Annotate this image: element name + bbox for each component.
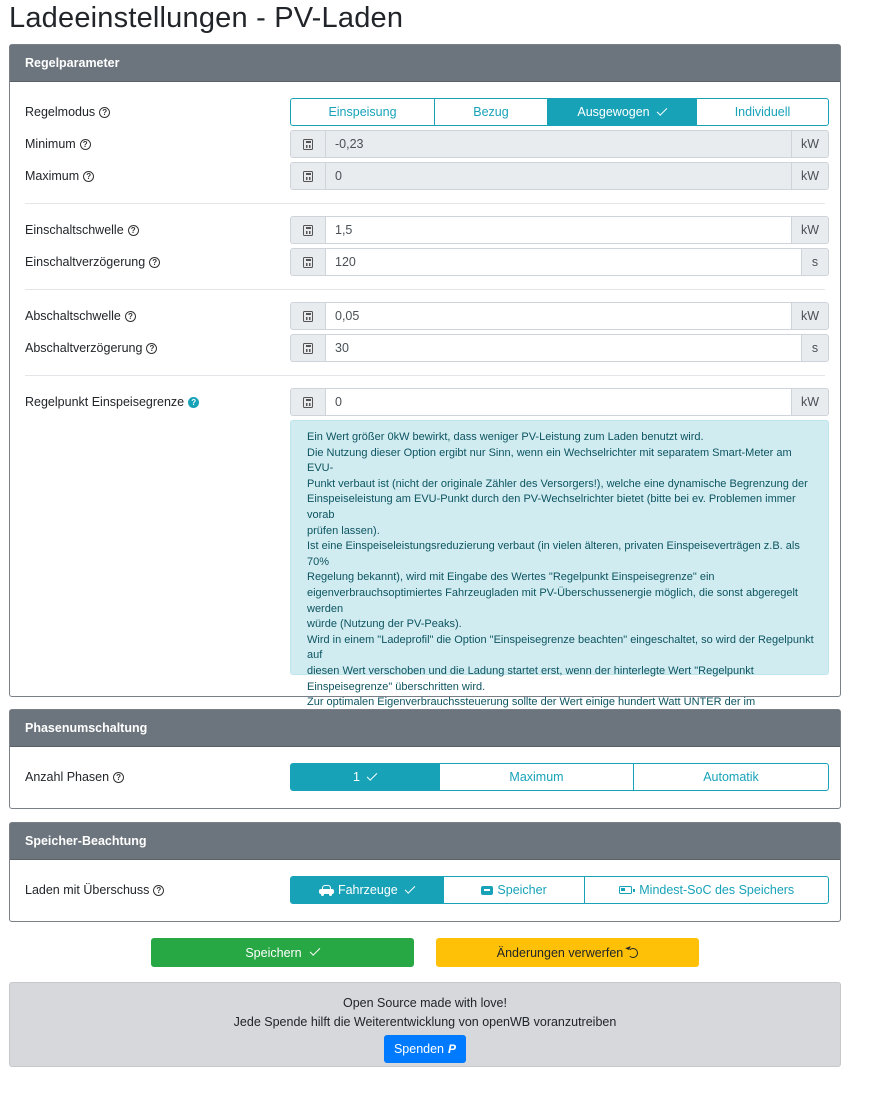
info-line: Ein Wert größer 0kW bewirkt, dass weniger PV-Leistung zum Laden benutzt wird. [307, 431, 704, 443]
footer-line2: Jede Spende hilft die Weiterentwicklung von openWB voranzutreiben [233, 1014, 617, 1029]
divider [25, 289, 825, 290]
undo-icon [628, 948, 638, 958]
maximum-input: 0 [326, 162, 792, 190]
regelmodus-ausgewogen[interactable]: Ausgewogen [547, 98, 697, 126]
abschaltschwelle-input[interactable]: 0,05 [326, 302, 792, 330]
einschaltverzoegerung-input-group [290, 248, 829, 276]
info-line: eigenverbrauchsoptimiertes Fahrzeugladen mit PV-Überschussenergie möglich, die sonst abgeregelt werden [307, 586, 798, 615]
calculator-icon [290, 334, 326, 362]
battery-icon [619, 886, 632, 894]
regelmodus-bezug[interactable]: Bezug [434, 98, 548, 126]
regelmodus-label: Regelmodus ? [25, 105, 110, 119]
speicher-group [290, 876, 829, 904]
regelpunkt-label: Regelpunkt Einspeisegrenze ? [25, 395, 199, 409]
calculator-icon [290, 216, 326, 244]
minimum-unit: kW [792, 130, 829, 158]
maximum-unit: kW [792, 162, 829, 190]
check-icon [656, 105, 667, 116]
phasen-header: Phasenumschaltung [10, 710, 840, 747]
regelmodus-einspeisung[interactable]: Einspeisung [290, 98, 435, 126]
regelpunkt-input[interactable]: 0 [326, 388, 792, 416]
phasen-group [290, 763, 829, 791]
einschaltschwelle-input[interactable]: 1,5 [326, 216, 792, 244]
help-icon[interactable]: ? [99, 107, 110, 118]
info-line: Punkt verbaut ist (nicht der originale Zähler des Versorgers!), welche eine dynamische Begrenzung der [307, 477, 808, 490]
regelmodus-group [290, 98, 829, 126]
abschaltschwelle-unit: kW [792, 302, 829, 330]
info-line: Einspeisegrenze" überschritten wird. [307, 680, 486, 693]
minimum-label: Minimum ? [25, 137, 91, 151]
info-line: Regelung bekannt), wird mit Eingabe des Wertes "Regelpunkt Einspeisegrenze" ein [307, 571, 715, 584]
check-icon [404, 883, 415, 894]
calculator-icon [290, 248, 326, 276]
page-title: Ladeeinstellungen - PV-Laden [9, 2, 404, 34]
phasen-option-maximum[interactable]: Maximum [439, 763, 634, 791]
info-line: würde (Nutzung der PV-Peaks). [307, 618, 462, 631]
help-icon[interactable]: ? [125, 311, 136, 322]
abschaltverzoegerung-input-group [290, 334, 829, 362]
info-help-icon[interactable]: ? [188, 397, 199, 408]
info-line: diesen Wert verschoben und die Ladung startet erst, wenn der hinterlegte Wert "Regelpunkt [307, 664, 754, 677]
info-line: Einspeiseleistung am EVU-Punkt durch den PV-Wechselrichter bietet (bitte bei ev. Problemen immer vorab [307, 493, 796, 521]
abschaltverzoegerung-label: Abschaltverzögerung ? [25, 341, 157, 355]
help-icon[interactable]: ? [80, 139, 91, 150]
help-icon[interactable]: ? [83, 171, 94, 182]
einschaltverzoegerung-unit: s [802, 248, 829, 276]
regelparameter-card [9, 44, 841, 709]
check-icon [309, 945, 320, 956]
speicher-card [9, 822, 841, 922]
abschaltschwelle-input-group [290, 302, 829, 330]
regelmodus-individuell[interactable]: Individuell [696, 98, 829, 126]
phasen-label: Anzahl Phasen ? [25, 770, 124, 784]
help-icon[interactable]: ? [153, 885, 164, 896]
einschaltverzoegerung-label: Einschaltverzögerung ? [25, 255, 160, 269]
car-battery-icon [481, 886, 493, 895]
abschaltverzoegerung-input[interactable]: 30 [326, 334, 802, 362]
donate-button[interactable]: Spenden P [384, 1035, 466, 1063]
speicher-option-fahrzeuge[interactable]: Fahrzeuge [290, 876, 444, 904]
einschaltschwelle-label: Einschaltschwelle ? [25, 223, 139, 237]
info-line: Ist eine Einspeiseleistungsreduzierung verbaut (in vielen älteren, privaten Einspeiseverträgen z.B. als 70% [307, 540, 800, 568]
regelparameter-header: Regelparameter [10, 45, 840, 82]
speicher-label: Laden mit Überschuss ? [25, 883, 164, 897]
info-line: prüfen lassen). [307, 524, 380, 537]
info-line: Wird in einem "Ladeprofil" die Option "Einspeisegrenze beachten" eingeschaltet, so wird der Regelpunkt auf [307, 633, 814, 662]
footer [9, 982, 841, 1067]
help-icon[interactable]: ? [146, 343, 157, 354]
maximum-label: Maximum ? [25, 169, 94, 183]
paypal-icon: P [448, 1041, 457, 1056]
discard-button[interactable]: Änderungen verwerfen [436, 938, 699, 967]
speicher-option-mindest-soc[interactable]: Mindest-SoC des Speichers [584, 876, 829, 904]
help-icon[interactable]: ? [149, 257, 160, 268]
footer-line1: Open Source made with love! [343, 996, 507, 1010]
info-line: Die Nutzung dieser Option ergibt nur Sinn, wenn ein Wechselrichter mit separatem Smart-Meter am EVU- [307, 446, 792, 475]
check-icon [367, 770, 378, 781]
calculator-icon [290, 302, 326, 330]
einschaltschwelle-input-group [290, 216, 829, 244]
phasen-option-automatik[interactable]: Automatik [633, 763, 829, 791]
minimum-input: -0,23 [326, 130, 792, 158]
calculator-icon [290, 162, 326, 190]
maximum-input-group [290, 162, 829, 190]
calculator-icon [290, 388, 326, 416]
help-icon[interactable]: ? [113, 772, 124, 783]
abschaltschwelle-label: Abschaltschwelle ? [25, 309, 136, 323]
phasen-card [9, 709, 841, 809]
regelpunkt-info-box [290, 420, 829, 709]
help-icon[interactable]: ? [128, 225, 139, 236]
save-button[interactable]: Speichern [151, 938, 414, 967]
divider [25, 203, 825, 204]
einschaltschwelle-unit: kW [792, 216, 829, 244]
divider [25, 375, 825, 376]
info-line: Zur optimalen Eigenverbrauchssteuerung sollte der Wert einige hundert Watt UNTER der im [307, 696, 756, 709]
einschaltverzoegerung-input[interactable]: 120 [326, 248, 802, 276]
calculator-icon [290, 130, 326, 158]
speicher-option-speicher[interactable]: Speicher [443, 876, 586, 904]
speicher-header: Speicher-Beachtung [10, 823, 840, 860]
car-icon [319, 885, 334, 895]
minimum-input-group [290, 130, 829, 158]
regelpunkt-input-group [290, 388, 829, 416]
regelpunkt-unit: kW [792, 388, 829, 416]
phasen-option-1[interactable]: 1 [290, 763, 440, 791]
abschaltverzoegerung-unit: s [802, 334, 829, 362]
